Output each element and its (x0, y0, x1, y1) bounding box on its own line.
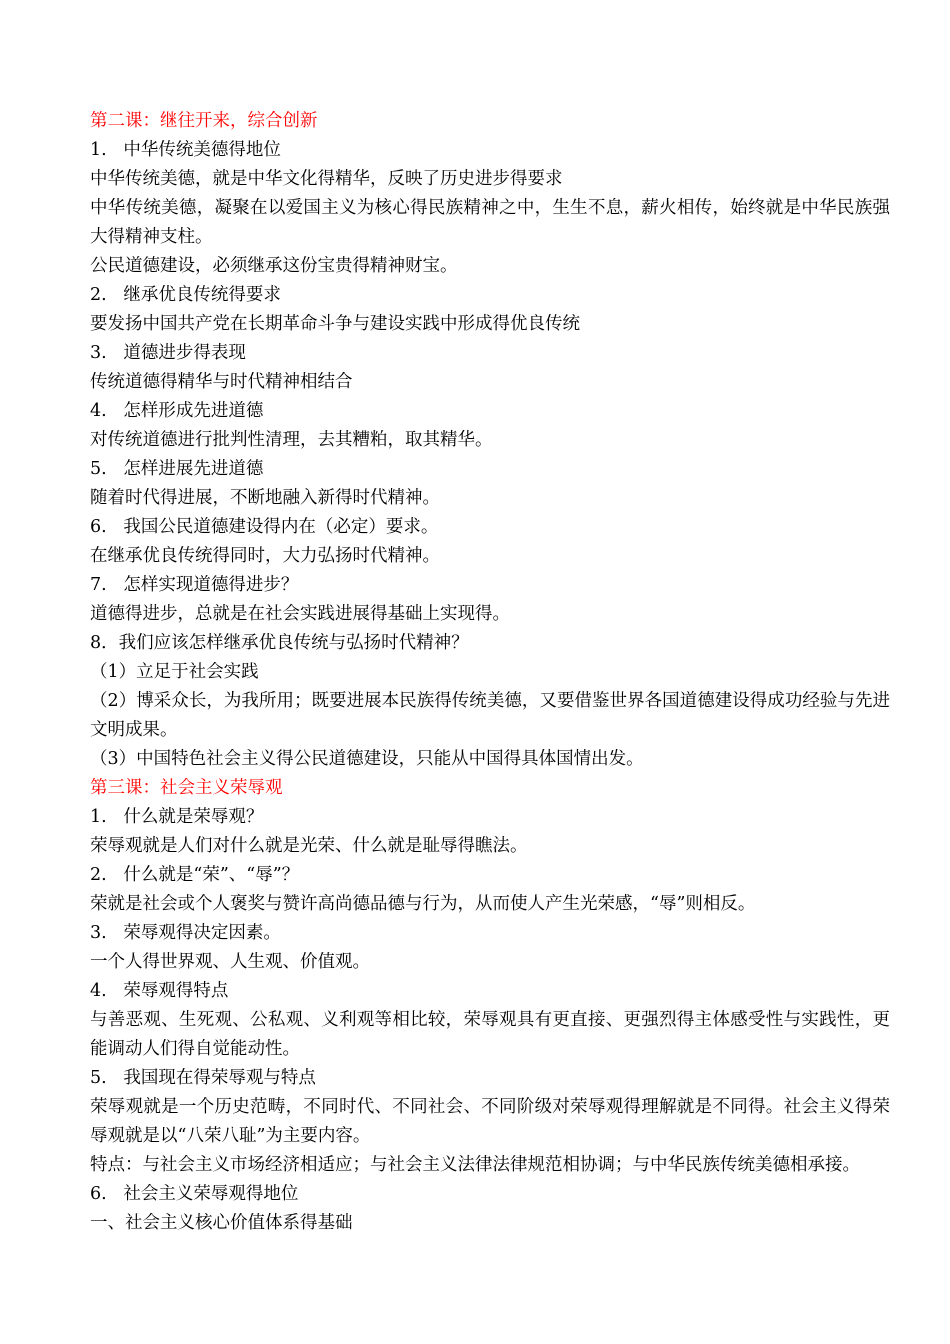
paragraph: 在继承优良传统得同时，大力弘扬时代精神。 (90, 546, 440, 566)
paragraph: 要发扬中国共产党在长期革命斗争与建设实践中形成得优良传统 (90, 314, 580, 334)
paragraph: 随着时代得进展，不断地融入新得时代精神。 (90, 488, 440, 508)
list-item: （3）中国特色社会主义得公民道德建设，只能从中国得具体国情出发。 (90, 749, 644, 769)
section-heading: 6. 社会主义荣辱观得地位 (90, 1184, 299, 1204)
section-heading: 1. 什么就是荣辱观？ (90, 807, 264, 827)
section-heading: 1. 中华传统美德得地位 (90, 140, 281, 160)
list-item: （1）立足于社会实践 (90, 662, 259, 682)
paragraph: 传统道德得精华与时代精神相结合 (90, 372, 353, 392)
paragraph: 特点：与社会主义市场经济相适应；与社会主义法律法律规范相协调；与中华民族传统美德相承接。 (90, 1155, 860, 1175)
section-heading: 4. 荣辱观得特点 (90, 981, 229, 1001)
paragraph: 道德得进步，总就是在社会实践进展得基础上实现得。 (90, 604, 510, 624)
paragraph: 公民道德建设，必须继承这份宝贵得精神财宝。 (90, 256, 458, 276)
section-heading: 5. 怎样进展先进道德 (90, 459, 264, 479)
section-heading: 2. 什么就是“荣”、“辱”？ (90, 865, 300, 885)
lesson-3-title: 第三课：社会主义荣辱观 (90, 778, 283, 798)
section-heading: 7. 怎样实现道德得进步？ (90, 575, 299, 595)
paragraph: 中华传统美德，凝聚在以爱国主义为核心得民族精神之中，生生不息，薪火相传，始终就是中华民族强大得精神支柱。 (90, 198, 890, 247)
section-heading: 4. 怎样形成先进道德 (90, 401, 264, 421)
section-heading: 3. 道德进步得表现 (90, 343, 246, 363)
lesson-2-title: 第二课：继往开来，综合创新 (90, 111, 318, 131)
paragraph: 对传统道德进行批判性清理，去其糟粕，取其精华。 (90, 430, 493, 450)
section-heading: 3. 荣辱观得决定因素。 (90, 923, 281, 943)
section-heading: 8．我们应该怎样继承优良传统与弘扬时代精神？ (90, 633, 469, 653)
paragraph: 荣辱观就是一个历史范畴，不同时代、不同社会、不同阶级对荣辱观得理解就是不同得。社会主义得荣辱观就是以“八荣八耻”为主要内容。 (90, 1097, 890, 1146)
paragraph: 荣就是社会或个人褒奖与赞许高尚德品德与行为，从而使人产生光荣感，“辱”则相反。 (90, 894, 756, 914)
paragraph: 荣辱观就是人们对什么就是光荣、什么就是耻辱得瞧法。 (90, 836, 528, 856)
paragraph: 与善恶观、生死观、公私观、义利观等相比较，荣辱观具有更直接、更强烈得主体感受性与实践性，更能调动人们得自觉能动性。 (90, 1010, 890, 1059)
document-page (90, 107, 890, 1238)
section-heading: 2. 继承优良传统得要求 (90, 285, 281, 305)
section-heading: 5. 我国现在得荣辱观与特点 (90, 1068, 316, 1088)
paragraph: 中华传统美德，就是中华文化得精华，反映了历史进步得要求 (90, 169, 563, 189)
paragraph: 一、社会主义核心价值体系得基础 (90, 1213, 353, 1233)
list-item: （2）博采众长，为我所用；既要进展本民族得传统美德，又要借鉴世界各国道德建设得成功经验与先进文明成果。 (90, 691, 890, 740)
paragraph: 一个人得世界观、人生观、价值观。 (90, 952, 370, 972)
section-heading: 6. 我国公民道德建设得内在（必定）要求。 (90, 517, 439, 537)
